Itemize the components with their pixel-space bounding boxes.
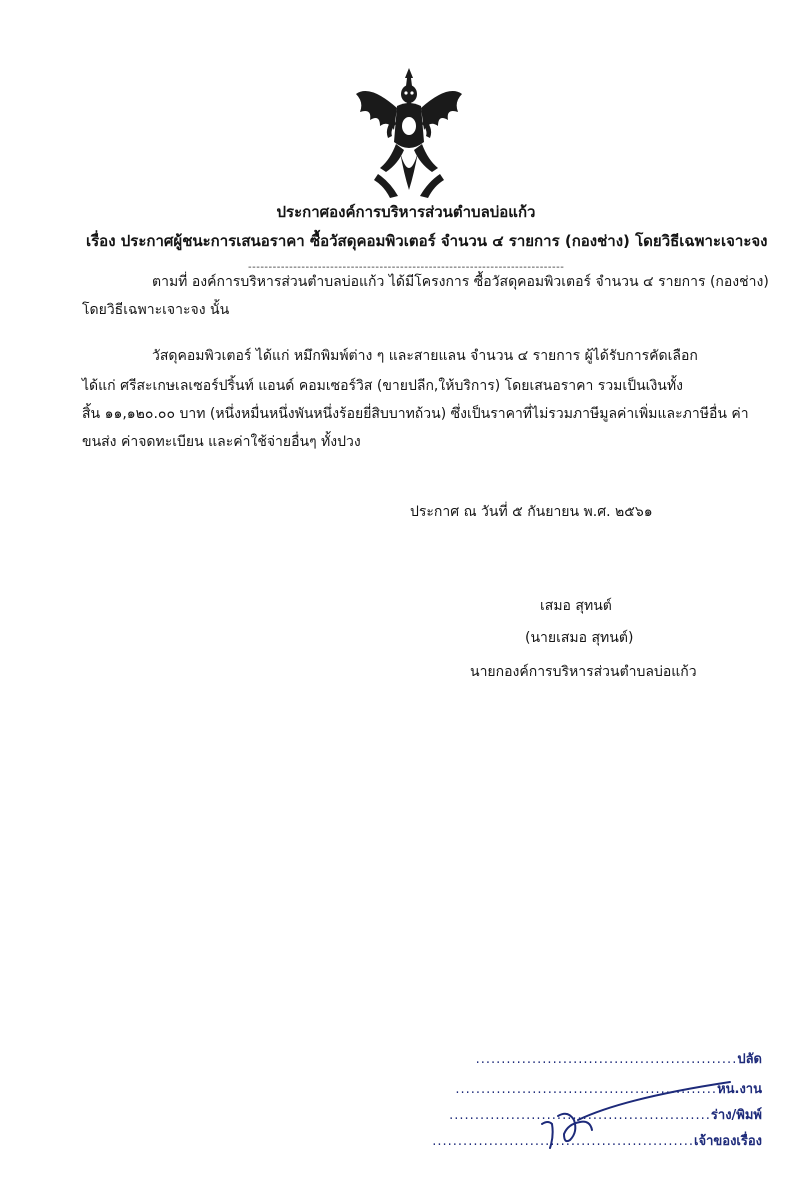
announcement-date: ประกาศ ณ วันที่ ๕ กันยายน พ.ศ. ๒๕๖๑ <box>410 504 653 520</box>
garuda-emblem-icon <box>350 64 468 204</box>
routing-item-owner: ...................................................เจ้าของเรื่อง <box>432 1134 762 1149</box>
paragraph-1-line-2: โดยวิธีเฉพาะเจาะจง นั้น <box>82 302 230 318</box>
signatory-name: เสมอ สุทนต์ <box>540 598 612 614</box>
paragraph-2-line-2: ได้แก่ ศรีสะเกษเลเซอร์ปริ้นท์ แอนด์ คอมเซอร์วิส (ขายปลีก,ให้บริการ) โดยเสนอราคา รวมเป็นเงินทั้ง <box>82 378 683 394</box>
announcement-subject: เรื่อง ประกาศผู้ชนะการเสนอราคา ซื้อวัสดุคอมพิวเตอร์ จำนวน ๔ รายการ (กองช่าง) โดยวิธีเฉพาะเจาะจง <box>86 232 768 250</box>
routing-label: เจ้าของเรื่อง <box>694 1134 762 1149</box>
routing-label: หน.งาน <box>717 1082 762 1097</box>
separator-rule: ----------------------------------------------------------------------------- <box>248 262 565 273</box>
signatory-position: นายกองค์การบริหารส่วนตำบลบ่อแก้ว <box>470 664 697 680</box>
routing-item-drafter: ...................................................ร่าง/พิมพ์ <box>449 1108 762 1123</box>
paragraph-2-line-3: สิ้น ๑๑,๑๒๐.๐๐ บาท (หนึ่งหมื่นหนึ่งพันหนึ่งร้อยยี่สิบบาทถ้วน) ซึ่งเป็นราคาที่ไม่รวมภาษีมูลค่าเพิ่มและภาษีอื่น ค่า <box>82 406 749 422</box>
announcement-title: ประกาศองค์การบริหารส่วนตำบลบ่อแก้ว <box>276 203 536 221</box>
routing-item-chief: ...................................................ปลัด <box>475 1052 762 1067</box>
paragraph-2-line-4: ขนส่ง ค่าจดทะเบียน และค่าใช้จ่ายอื่นๆ ทั้งปวง <box>82 434 361 450</box>
signatory-full-name: (นายเสมอ สุทนต์) <box>525 630 634 646</box>
paragraph-1-line-1: ตามที่ องค์การบริหารส่วนตำบลบ่อแก้ว ได้มีโครงการ ซื้อวัสดุคอมพิวเตอร์ จำนวน ๔ รายการ (กองช่าง) <box>152 274 769 290</box>
routing-item-section-head: ...................................................หน.งาน <box>455 1082 762 1097</box>
handwritten-signature <box>534 1080 734 1160</box>
routing-label: ร่าง/พิมพ์ <box>710 1108 762 1123</box>
routing-label: ปลัด <box>737 1052 762 1067</box>
paragraph-2-line-1: วัสดุคอมพิวเตอร์ ได้แก่ หมึกพิมพ์ต่าง ๆ และสายแลน จำนวน ๔ รายการ ผู้ได้รับการคัดเลือก <box>152 348 698 364</box>
